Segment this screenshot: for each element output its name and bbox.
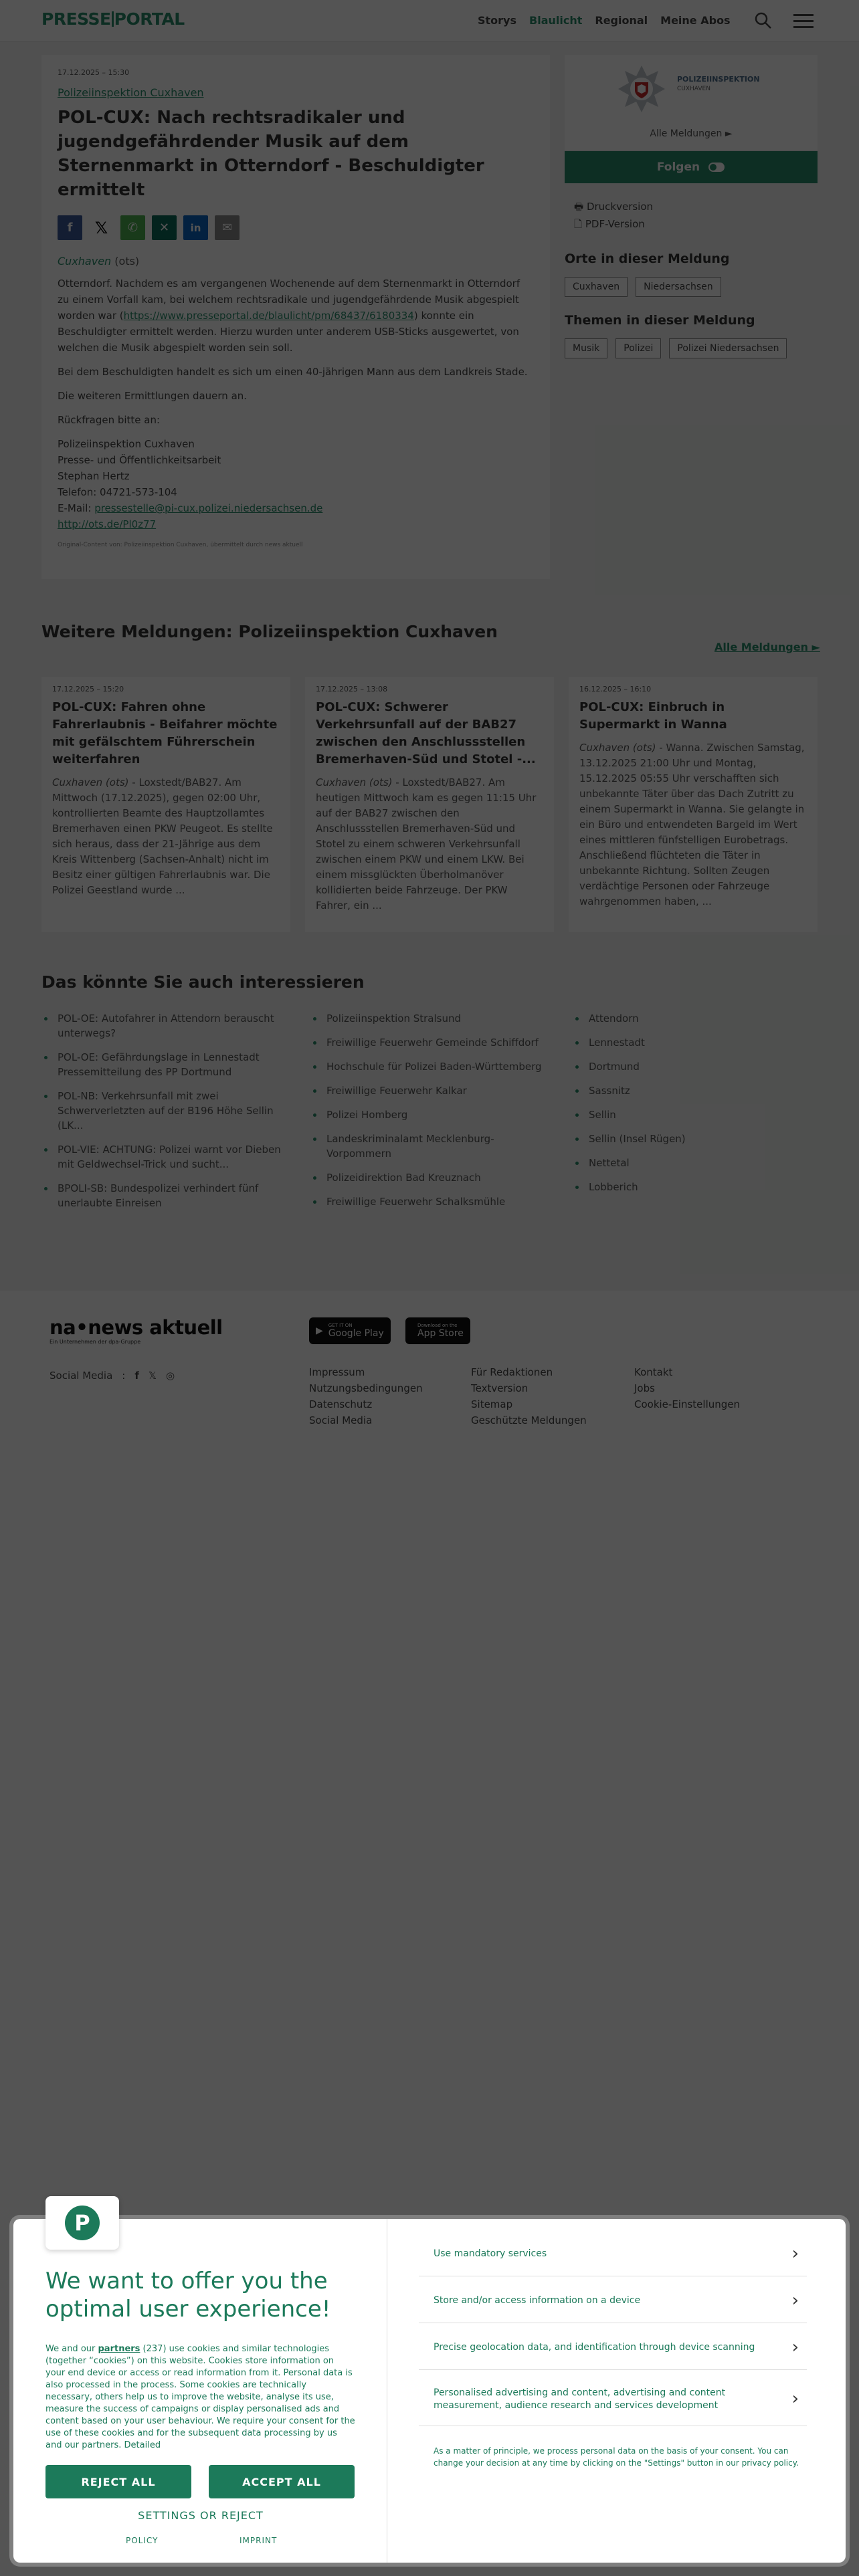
chevron-right-icon: › [791, 2389, 799, 2409]
partners-link[interactable]: partners [98, 2344, 140, 2354]
consent-option-label: Precise geolocation data, and identification through device scanning [434, 2342, 755, 2353]
consent-text-b: (237) use cookies and similar technologies (together “cookies”) on this website. Cookies store information on your end device or access or read information from it. Personal data is also processed in the process. Some cookies are technically necessary, others help us to improve the website, analyse its use, measure the success of campaigns or display personalised ads and content based on your user behaviour. We require your consent for the use of these cookies and for the subsequent data processing by us and our partners. Detailed [45, 2344, 355, 2450]
consent-option-geolocation[interactable] [419, 2326, 807, 2370]
consent-text-a: We and our [45, 2344, 98, 2354]
cookie-consent-dialog [13, 2210, 846, 2563]
imprint-link[interactable]: IMPRINT [240, 2536, 278, 2545]
chevron-right-icon: › [791, 2290, 799, 2311]
consent-note: As a matter of principle, we process personal data on the basis of your consent. You can change your decision at any time by clicking on the "Settings" button in our privacy policy. [434, 2446, 799, 2468]
policy-link[interactable]: POLICY [126, 2536, 159, 2545]
consent-logo-badge [45, 2196, 119, 2250]
consent-option-personalised-ads[interactable] [419, 2373, 807, 2426]
accept-all-button[interactable]: ACCEPT ALL [209, 2465, 355, 2498]
reject-all-button[interactable]: REJECT ALL [45, 2465, 191, 2498]
consent-option-mandatory[interactable] [419, 2232, 807, 2276]
consent-option-device-storage[interactable] [419, 2279, 807, 2323]
consent-title: We want to offer you the optimal user experience! [45, 2268, 331, 2323]
chevron-right-icon: › [791, 2244, 799, 2264]
settings-or-reject-button[interactable]: SETTINGS OR REJECT [138, 2509, 264, 2522]
consent-text [45, 2343, 356, 2456]
presseportal-p-icon: P [65, 2206, 100, 2240]
consent-option-label: Use mandatory services [434, 2248, 547, 2259]
chevron-right-icon: › [791, 2337, 799, 2357]
consent-option-label: Personalised advertising and content, advertising and content measurement, audience research and services development [434, 2387, 726, 2411]
consent-option-label: Store and/or access information on a device [434, 2295, 641, 2306]
